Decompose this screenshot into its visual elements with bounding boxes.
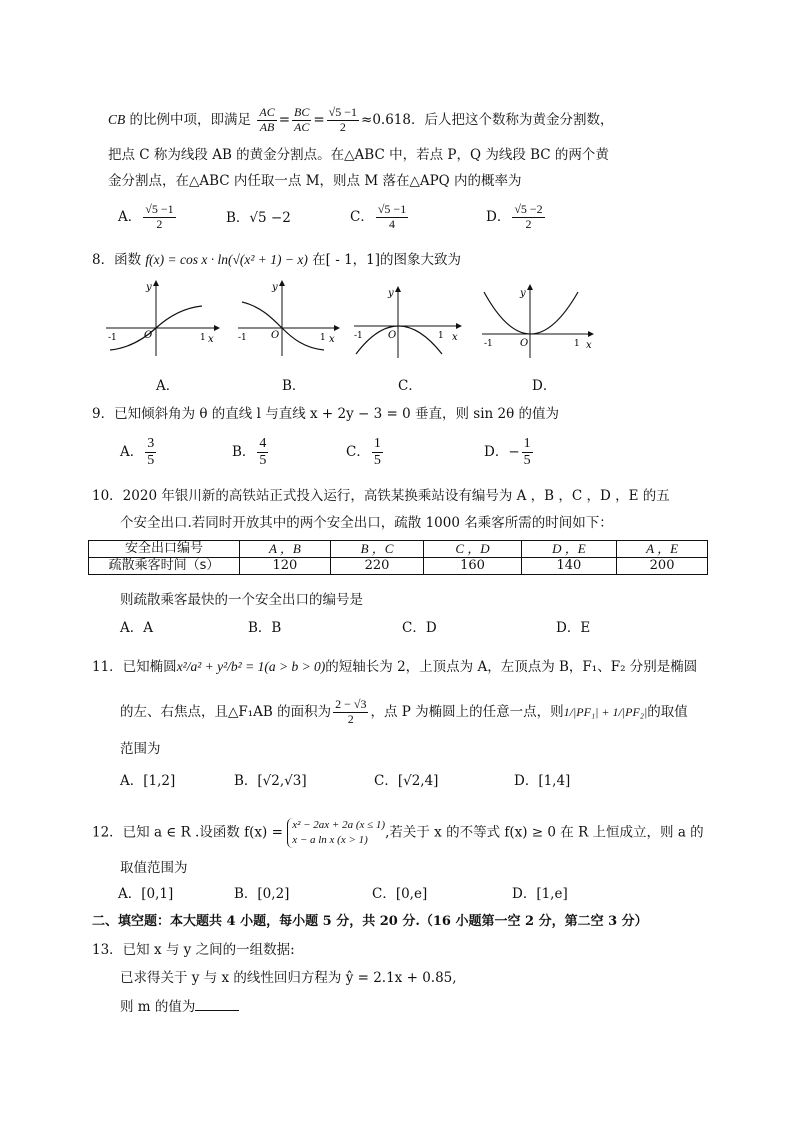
q8-a-x: x: [208, 334, 214, 345]
q10-table-col-2: B ，C: [330, 541, 423, 558]
q7-text-c: ≈0.618．后人把这个数称为黄金分割数，: [361, 111, 614, 128]
q10-option-b: B．B: [248, 620, 282, 636]
q12-option-c: C．[0,e]: [372, 886, 428, 902]
q7-option-a: [118, 203, 178, 232]
q10-after: 则疏散乘客最快的一个安全出口的编号是: [120, 592, 363, 608]
q9-option-b: [232, 436, 270, 469]
q8-d-x: x: [586, 340, 592, 351]
q7-cb: CB: [108, 111, 126, 127]
q11-line3: 范围为: [120, 741, 161, 757]
q7-line1: CB 的比例中项，即满足 $\frac{AC}{AB}$ = $\frac{BC}{AC}$ = $\frac{√5 -1}{2}$ ≈0.618．后人把这个数称为黄金分割数，: [108, 105, 614, 134]
q13-line2: 已求得关于 y 与 x 的线性回归方程为 ŷ = 2.1x + 0.85,: [120, 970, 457, 986]
q11-line2-a: 的左、右焦点，且△F₁AB 的面积为: [120, 703, 332, 720]
q8-b-y: y: [272, 282, 278, 293]
q12-option-b: B．[0,2]: [234, 886, 290, 902]
q10-table-time-3: 160: [424, 558, 521, 575]
q10-option-c: C．D: [402, 620, 437, 636]
q8-d-y: y: [520, 288, 526, 299]
q8-b-neg1: -1: [238, 333, 247, 343]
q8-d-pos1: 1: [574, 339, 580, 349]
q7-ratio3-den: 2: [339, 119, 346, 134]
q8-a-y: y: [146, 282, 152, 293]
q7-ratio3: [327, 106, 359, 135]
q10-table-header-exits: 安全出口编号: [89, 541, 240, 558]
q11-sum: 1/|PF₁| + 1/|PF₂|: [563, 704, 648, 719]
q9-option-c-label: C．: [346, 444, 370, 461]
q8-a-pos1: 1: [200, 333, 206, 343]
q12-stem-b: ,若关于 x 的不等式 f(x) ≥ 0 在 R 上恒成立，则 a 的: [385, 824, 704, 841]
q11-area-frac: [333, 698, 368, 727]
q12-option-d: D．[1,e]: [512, 886, 568, 902]
q9-option-c-frac: [372, 436, 383, 469]
q9-option-a-den: 5: [147, 453, 155, 469]
q8-graph-c: [350, 284, 466, 360]
q7-option-a-label: A．: [118, 208, 142, 225]
q11-option-c: C．[√2,4]: [374, 773, 439, 789]
q9-option-b-den: 5: [259, 453, 267, 469]
q11-area-num: 2 − √3: [335, 697, 367, 711]
q7-ratio1-den: AB: [259, 119, 275, 134]
q9-option-a: [120, 436, 158, 469]
q10-table: [88, 540, 708, 575]
q13-answer-blank[interactable]: [195, 998, 239, 1011]
q11-option-d: D．[1,4]: [514, 773, 571, 789]
q12-piece2: x − a ln x (x > 1): [292, 833, 368, 846]
q7-option-b: [226, 210, 291, 226]
q9-option-a-label: A．: [120, 444, 144, 461]
q7-ratio1-num: AC: [259, 105, 275, 119]
q8-c-o: O: [388, 330, 397, 341]
q11-option-a: A．[1,2]: [120, 773, 176, 789]
q8-stem-a: 8．函数: [92, 252, 142, 268]
q8-c-pos1: 1: [438, 331, 444, 341]
q13-line1: 13．已知 x 与 y 之间的一组数据:: [92, 942, 295, 958]
q13-line3-text: 则 m 的值为: [120, 999, 196, 1015]
q12-piecewise: [287, 818, 385, 848]
q10-table-header-times: 疏散乘客时间（s）: [89, 558, 240, 575]
q7-option-c: [350, 203, 410, 232]
q8-a-neg1: -1: [108, 333, 117, 343]
q9-option-b-frac: [257, 436, 268, 469]
q7-option-a-num: √5 −1: [145, 202, 174, 216]
q11-line2-b: ，点 P 为椭圆上的任意一点，则: [370, 703, 564, 720]
q9-option-d-frac: [522, 436, 533, 469]
q8-c-neg1: -1: [354, 331, 363, 341]
q8-graph-b: [232, 278, 342, 358]
q10-table-col-4: D ，E: [521, 541, 616, 558]
q12-option-a: A．[0,1]: [118, 886, 174, 902]
q8-label-b: B．: [282, 378, 306, 394]
q9-option-d-sign: −: [508, 444, 520, 461]
q10-table-col-5: A ，E: [617, 541, 708, 558]
q7-option-c-den: 4: [389, 216, 396, 231]
q9-option-a-num: 3: [145, 436, 156, 453]
q8-label-a: A．: [156, 378, 180, 394]
q9-stem: 9．已知倾斜角为 θ 的直线 l 与直线 x + 2y − 3 = 0 垂直，则 sin 2θ 的值为: [92, 406, 560, 422]
q8-label-d: D．: [532, 378, 557, 394]
q10-option-a: A．A: [120, 620, 153, 636]
q13-line3: [120, 998, 239, 1015]
q7-option-c-label: C．: [350, 208, 374, 225]
q7-option-d: [486, 203, 547, 232]
q7-option-b-label: B．: [226, 210, 250, 226]
q11-ellipse: x²/a² + y²/b² = 1(a > b > 0): [176, 659, 326, 674]
q9-option-d-den: 5: [523, 453, 531, 469]
q7-option-d-label: D．: [486, 208, 511, 225]
q7-ratio2: [292, 106, 311, 135]
q7-option-c-num: √5 −1: [377, 202, 407, 216]
q10-table-row-exits: [89, 541, 708, 558]
q8-b-o: O: [271, 330, 280, 341]
q11-option-b: B．[√2,√3]: [234, 773, 307, 789]
q12-line1: [92, 818, 704, 848]
q8-d-neg1: -1: [484, 339, 493, 349]
q9-option-d-label: D．: [484, 444, 509, 461]
q11-line1: [92, 659, 697, 675]
q8-c-y: y: [388, 288, 394, 299]
q7-line2: 把点 C 称为线段 AB 的黄金分割点。在△ABC 中，若点 P，Q 为线段 BC 的两个黄: [108, 147, 609, 163]
q8-c-x: x: [452, 332, 458, 343]
q11-line2-c: 的取值: [647, 703, 688, 720]
q7-option-d-den: 2: [525, 216, 532, 231]
q7-line3: 金分割点，在△ABC 内任取一点 M，则点 M 落在△APQ 内的概率为: [108, 173, 522, 189]
q8-stem-b: 在[ - 1，1]的图象大致为: [312, 252, 462, 268]
q8-b-pos1: 1: [320, 333, 326, 343]
q7-ratio2-den: AC: [294, 119, 310, 134]
q9-option-b-label: B．: [232, 444, 256, 461]
q11-stem-a: 11．已知椭圆: [92, 659, 177, 675]
q9-option-a-frac: [145, 436, 156, 469]
q8-graph-a: [100, 278, 220, 358]
q10-table-time-4: 140: [521, 558, 616, 575]
q8-a-o: O: [144, 330, 153, 341]
q10-table-col-3: C ，D: [424, 541, 521, 558]
q10-line2: 个安全出口.若同时开放其中的两个安全出口，疏散 1000 名乘客所需的时间如下：: [120, 515, 613, 531]
q9-option-d-num: 1: [522, 436, 533, 453]
q10-table-col-1: A ，B: [240, 541, 331, 558]
q11-area-den: 2: [347, 711, 354, 726]
q8-b-x: x: [329, 334, 335, 345]
q7-option-a-frac: [143, 203, 175, 232]
q9-option-d: [484, 436, 535, 469]
q7-text-a: 的比例中项，即满足: [125, 111, 252, 128]
q10-line1: 10．2020 年银川新的高铁站正式投入运行，高铁某换乘站设有编号为 A ，B ，C ，D ，E 的五: [92, 488, 670, 504]
q8-d-o: O: [520, 338, 529, 349]
q7-ratio2-num: BC: [294, 105, 310, 119]
q7-ratio3-num: √5 −1: [328, 105, 358, 119]
q7-option-d-num: √5 −2: [514, 202, 543, 216]
q10-table-time-2: 220: [330, 558, 423, 575]
q11-stem-b: 的短轴长为 2，上顶点为 A，左顶点为 B，F₁、F₂ 分别是椭圆: [325, 659, 698, 675]
q7-option-d-frac: [512, 203, 544, 232]
q12-piece1: x² − 2ax + 2a (x ≤ 1): [292, 819, 386, 831]
q12-line2: 取值范围为: [120, 860, 188, 876]
q9-option-c: [346, 436, 385, 469]
q9-option-b-num: 4: [257, 436, 268, 453]
q7-option-b-text: √5 −2: [249, 210, 291, 226]
q11-line2: [120, 698, 688, 727]
q12-stem-a: 12．已知 a ∈ R .设函数 f(x) =: [92, 824, 283, 841]
q10-table-row-times: [89, 558, 708, 575]
q7-option-a-den: 2: [156, 216, 163, 231]
q8-stem: [92, 252, 461, 268]
q8-formula: f(x) = cos x · ln(√(x² + 1) − x): [145, 252, 308, 267]
q10-table-time-5: 200: [617, 558, 708, 575]
q7-ratio1: [257, 106, 276, 135]
q8-graph-d: [478, 284, 598, 360]
q7-option-c-frac: [376, 203, 408, 232]
q10-table-time-1: 120: [240, 558, 331, 575]
q10-option-d: D．E: [556, 620, 591, 636]
q9-option-c-num: 1: [372, 436, 383, 453]
section2-heading: 二、填空题：本大题共 4 小题，每小题 5 分，共 20 分.（16 小题第一空 2 分，第二空 3 分）: [92, 914, 648, 929]
q9-option-c-den: 5: [373, 453, 381, 469]
q8-label-c: C．: [398, 378, 422, 394]
